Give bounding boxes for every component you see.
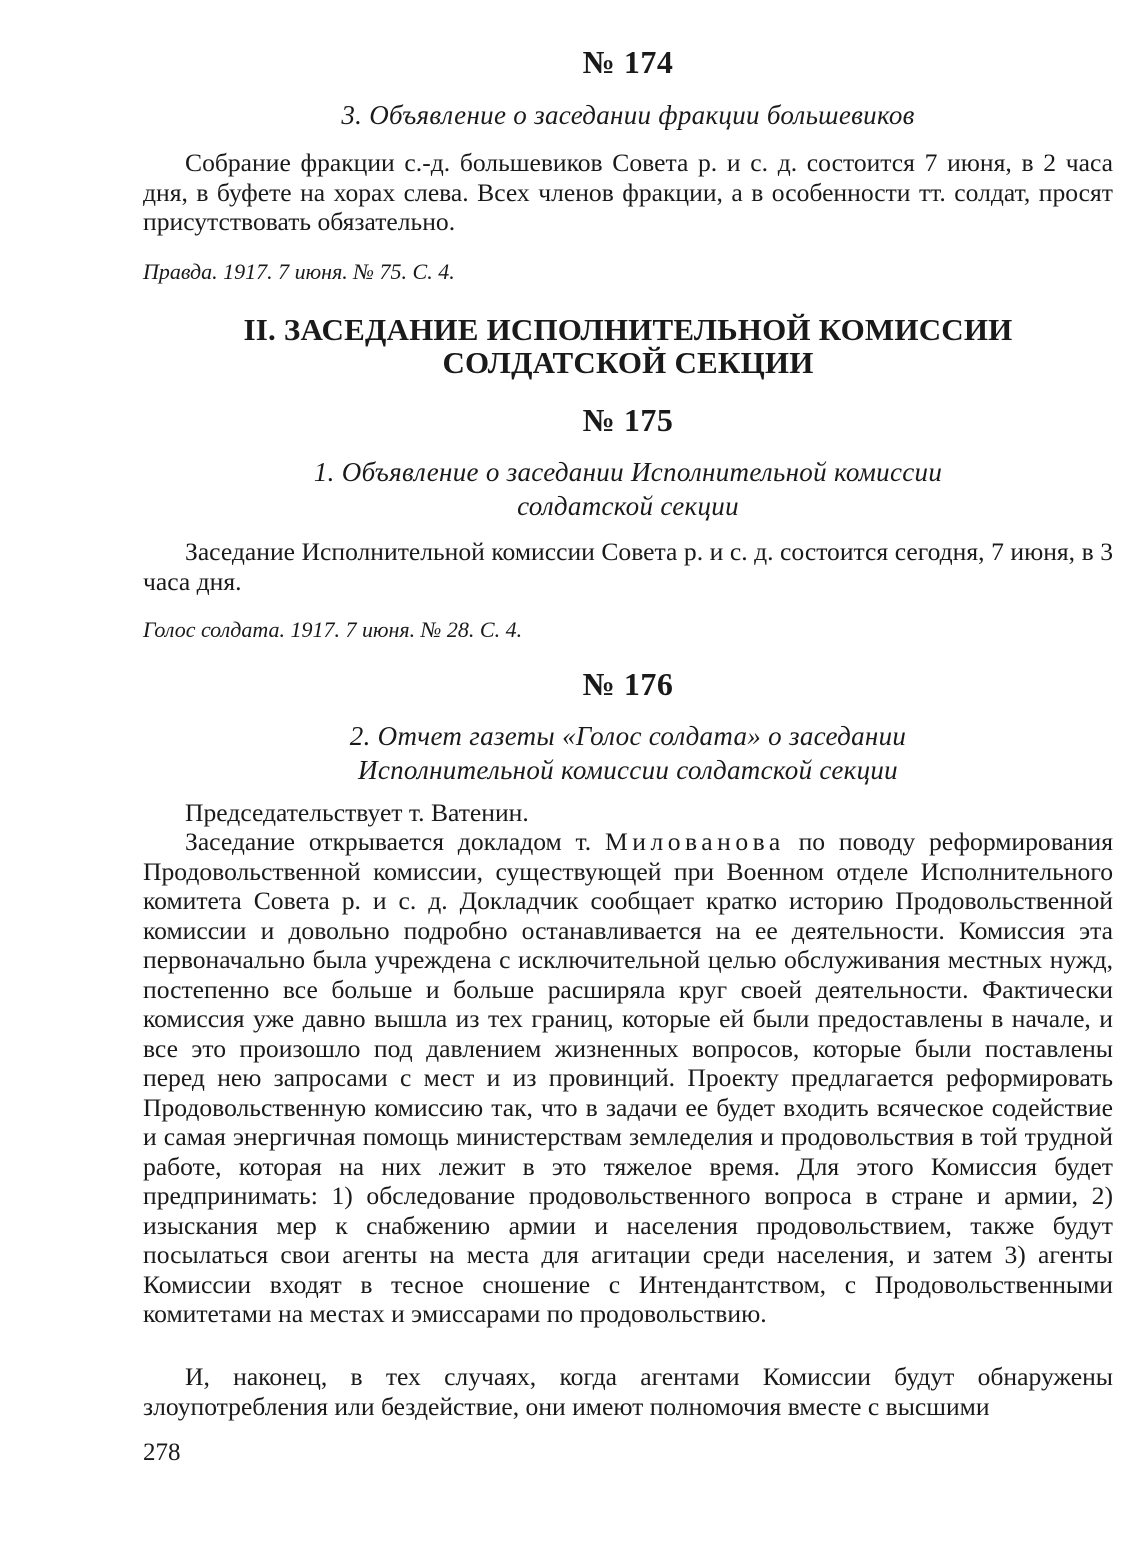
section-2-heading	[143, 313, 1113, 379]
doc-175-body: Заседание Исполнительной комиссии Совета р. и с. д. состоится сегодня, 7 июня, в 3 часа дня.	[143, 537, 1113, 596]
page-number: 278	[143, 1439, 181, 1466]
doc-175-title	[143, 455, 1113, 523]
doc-174-source: Правда. 1917. 7 июня. № 75. С. 4.	[143, 259, 455, 284]
doc-176-para-2-rest: по поводу реформирования Продовольственной комиссии, существующей при Военном отделе Исполнительного комитета Совета р. и с. д. Докладчик сообщает кратко историю Продовольственной комиссии и довольно подробно останавливается на ее деятельности. Комиссия эта первоначально была учреждена с исключительной целью обслуживания местных нужд, постепенно все больше и больше расширяла круг своей деятельности. Фактически комиссия уже давно вышла из тех границ, которые ей были предоставлены в начале, и все это произошло под давлением жизненных вопросов, которые были поставлены перед нею запросами с мест и из провинций. Проекту предлагается реформировать Продовольственную комиссию так, что в задачи ее будет входить всяческое содействие и самая энергичная помощь министерствам земледелия и продовольствия в той трудной работе, которая на них лежит в это тяжелое время. Для этого Комиссия будет предпринимать: 1) обследование продовольственного вопроса в стране и армии, 2) изыскания мер к снабжению армии и населения продовольствием, также будут посылаться свои агенты на места для агитации среди населения, и затем 3) агенты Комиссии входят в тесное сношение с Интендантством, с Продовольственными комитетами на местах и эмиссарами по продовольствию.	[143, 827, 1113, 1328]
doc-174-number: № 174	[582, 44, 674, 80]
doc-175-title-line1: 1. Объявление о заседании Исполнительной комиссии	[313, 457, 943, 487]
doc-176-number: № 176	[582, 666, 674, 702]
doc-175-source: Голос солдата. 1917. 7 июня. № 28. С. 4.	[143, 617, 523, 642]
doc-176-title-line2: Исполнительной комиссии солдатской секции	[358, 755, 898, 785]
doc-176-para-3: И, наконец, в тех случаях, когда агентами Комиссии будут обнаружены злоупотребления или бездействие, они имеют полномочия вместе с высшими	[143, 1362, 1113, 1421]
doc-175-number: № 175	[582, 402, 674, 438]
section-2-heading-line2: СОЛДАТСКОЙ СЕКЦИИ	[442, 345, 814, 380]
doc-174-body: Собрание фракции с.-д. большевиков Совета р. и с. д. состоится 7 июня, в 2 часа дня, в буфете на хорах слева. Всех членов фракции, а в особенности тт. солдат, просят присутствовать обязательно.	[143, 148, 1113, 236]
doc-176-para-2-start: Заседание открывается докладом т.	[185, 827, 606, 856]
doc-174-title: 3. Объявление о заседании фракции большевиков	[341, 100, 915, 130]
doc-176-title	[143, 719, 1113, 787]
doc-176-para-1: Председательствует т. Ватенин.	[185, 798, 529, 827]
section-2-heading-line1: II. ЗАСЕДАНИЕ ИСПОЛНИТЕЛЬНОЙ КОМИССИИ	[243, 312, 1013, 347]
doc-176-para-2	[143, 827, 1113, 1329]
speaker-name: Милованова	[605, 827, 785, 856]
doc-175-title-line2: солдатской секции	[517, 491, 739, 521]
doc-176-title-line1: 2. Отчет газеты «Голос солдата» о заседании	[349, 721, 907, 751]
